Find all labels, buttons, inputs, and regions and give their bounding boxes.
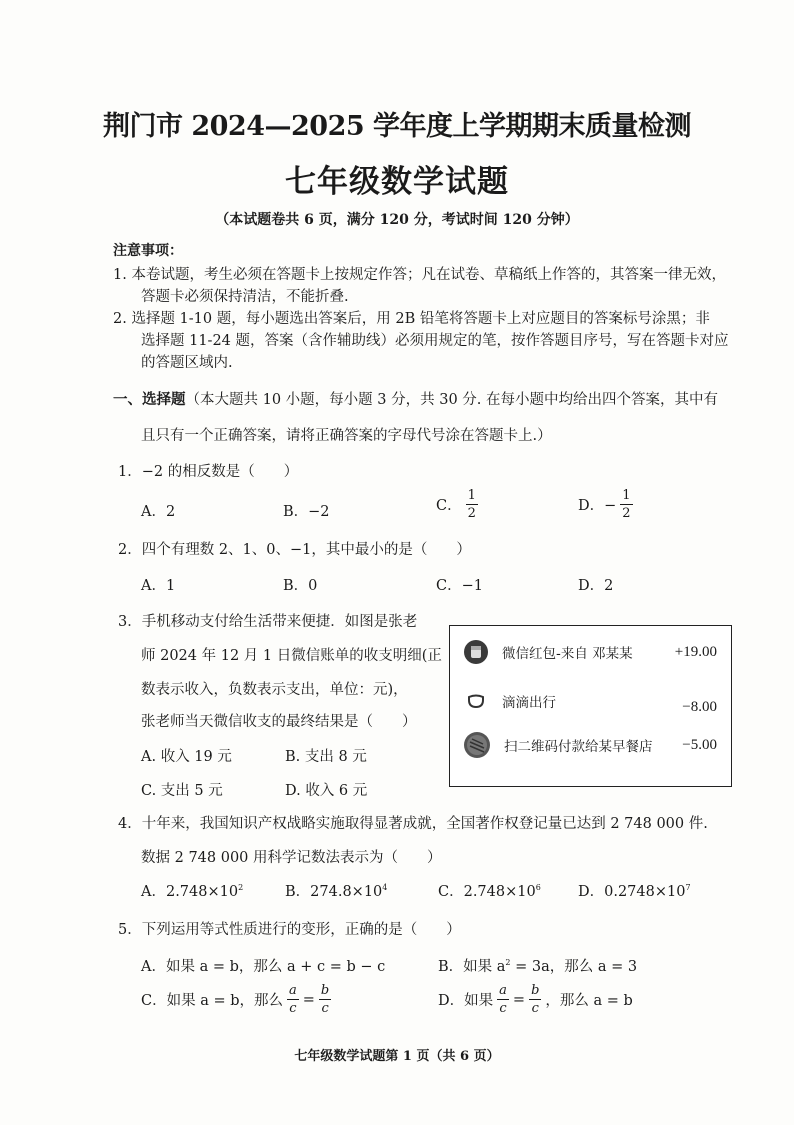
notes-heading: 注意事项： xyxy=(113,243,183,259)
q4-c-exponent: 6 xyxy=(535,883,541,893)
q3-stem-line-4: 张老师当天微信收支的最终结果是（ ） xyxy=(141,714,417,730)
q4-d-base: D．0.2748×10 xyxy=(578,884,686,900)
q4-b-exponent: 4 xyxy=(382,883,388,893)
q2-stem: 2．四个有理数 2、1、0、−1，其中最小的是（ ） xyxy=(118,542,471,558)
q5-b-suffix: = 3a，那么 a = 3 xyxy=(510,959,638,975)
bill-item-amount: +19.00 xyxy=(674,643,717,660)
q5-d-prefix: D．如果 xyxy=(438,993,494,1009)
q2-option-c: C．−1 xyxy=(436,578,483,594)
exam-subtitle: 七年级数学试题 xyxy=(285,164,509,200)
bill-item-label: 扫二维码付款给某早餐店 xyxy=(504,739,653,755)
bill-item-label: 滴滴出行 xyxy=(502,695,556,711)
q1-option-d-label: D．− xyxy=(578,498,617,514)
fraction-denominator: 2 xyxy=(467,506,476,521)
q4-option-c xyxy=(438,880,541,901)
q3-option-b: B. 支出 8 元 xyxy=(285,749,367,765)
q5-stem: 5．下列运用等式性质进行的变形，正确的是（ ） xyxy=(118,922,461,938)
equals-sign: = xyxy=(302,991,315,1008)
q4-option-b xyxy=(285,880,387,901)
q5-b-exponent: 2 xyxy=(505,958,511,968)
q5-option-b xyxy=(438,955,637,976)
bill-row xyxy=(464,732,723,758)
fraction-denominator: c xyxy=(289,1001,297,1016)
fraction-numerator: a xyxy=(289,983,297,998)
q3-option-a: A. 收入 19 元 xyxy=(141,749,232,765)
q1-option-b: B．−2 xyxy=(283,504,330,520)
section-1-desc: （本大题共 10 小题，每小题 3 分，共 30 分. 在每小题中均给出四个答案，其中有 xyxy=(185,392,718,408)
q4-a-exponent: 2 xyxy=(238,883,244,893)
note-1-line-2: 答题卡必须保持清洁，不能折叠. xyxy=(141,289,349,305)
bill-item-amount: −5.00 xyxy=(682,736,717,753)
section-1-intro xyxy=(113,388,718,409)
q4-stem-line-2: 数据 2 748 000 用科学记数法表示为（ ） xyxy=(141,850,442,866)
q1-option-a: A．2 xyxy=(141,504,176,520)
q4-option-d xyxy=(578,880,691,901)
q5-d-fraction-1 xyxy=(497,984,509,1015)
note-2-line-2: 选择题 11-24 题，答案（含作辅助线）必须用规定的笔，按作答题目序号，写在答题卡对应 xyxy=(141,333,729,349)
fraction-numerator: 1 xyxy=(622,488,631,503)
q5-d-fraction-2 xyxy=(529,984,541,1015)
bill-item-amount: −8.00 xyxy=(682,699,717,715)
note-2-line-3: 的答题区域内. xyxy=(141,355,233,371)
bill-item-label: 微信红包-来自 邓某某 xyxy=(502,646,633,662)
q5-c-prefix: C．如果 a = b，那么 xyxy=(141,993,283,1009)
q5-option-c xyxy=(141,984,331,1015)
q1-option-d-fraction xyxy=(620,489,632,520)
wechat-bill-figure xyxy=(449,625,732,787)
q2-option-d: D．2 xyxy=(578,578,614,594)
q3-stem-line-1: 3．手机移动支付给生活带来便捷．如图是张老 xyxy=(118,614,418,630)
didi-icon xyxy=(464,689,488,713)
bill-row xyxy=(464,640,723,664)
fraction-denominator: c xyxy=(531,1001,539,1016)
q1-option-c-label: C． xyxy=(436,498,462,514)
fraction-numerator: b xyxy=(320,983,330,998)
q5-option-a: A．如果 a = b，那么 a + c = b − c xyxy=(141,959,386,975)
fraction-numerator: 1 xyxy=(467,488,476,503)
q3-option-d: D. 收入 6 元 xyxy=(285,783,368,799)
fraction-denominator: 2 xyxy=(622,506,631,521)
exam-info: （本试题卷共 6 页，满分 120 分，考试时间 120 分钟） xyxy=(215,212,579,228)
note-1-line-1: 1. 本卷试题，考生必须在答题卡上按规定作答；凡在试卷、草稿纸上作答的，其答案一律无效， xyxy=(113,267,726,283)
q1-stem: 1．−2 的相反数是（ ） xyxy=(118,464,299,480)
q1-option-d xyxy=(578,489,633,520)
q5-b-prefix: B．如果 a xyxy=(438,959,506,975)
red-packet-icon xyxy=(464,640,488,664)
q5-d-suffix: ，那么 a = b xyxy=(545,993,633,1009)
section-1-title: 一、选择题 xyxy=(113,391,186,408)
section-1-desc-line-2: 且只有一个正确答案，请将正确答案的字母代号涂在答题卡上.） xyxy=(141,428,552,444)
q4-d-exponent: 7 xyxy=(685,883,691,893)
q4-option-a xyxy=(141,880,243,901)
q3-option-c: C. 支出 5 元 xyxy=(141,783,223,799)
fraction-denominator: c xyxy=(321,1001,329,1016)
q4-stem-line-1: 4．十年来，我国知识产权战略实施取得显著成就，全国著作权登记量已达到 2 748 000 件. xyxy=(118,816,708,832)
q1-option-c-fraction xyxy=(466,489,478,520)
q4-b-base: B．274.8×10 xyxy=(285,884,383,900)
exam-title: 荆门市 2024—2025 学年度上学期期末质量检测 xyxy=(102,111,692,142)
breakfast-icon xyxy=(464,732,490,758)
q4-a-base: A．2.748×10 xyxy=(141,884,239,900)
q5-c-fraction-1 xyxy=(287,984,299,1015)
fraction-numerator: a xyxy=(499,983,507,998)
note-2-line-1: 2. 选择题 1-10 题，每小题选出答案后，用 2B 铅笔将答题卡上对应题目的答案标号涂黑；非 xyxy=(113,311,710,327)
q3-stem-line-3: 数表示收入，负数表示支出，单位：元)， xyxy=(141,682,408,698)
q5-c-fraction-2 xyxy=(319,984,331,1015)
q5-option-d xyxy=(438,984,633,1015)
q4-c-base: C．2.748×10 xyxy=(438,884,536,900)
fraction-denominator: c xyxy=(499,1001,507,1016)
page-footer: 七年级数学试题第 1 页（共 6 页） xyxy=(294,1049,500,1064)
q1-option-c xyxy=(436,489,478,520)
q2-option-a: A．1 xyxy=(141,578,176,594)
q2-option-b: B．0 xyxy=(283,578,318,594)
fraction-numerator: b xyxy=(531,983,540,998)
equals-sign: = xyxy=(512,991,526,1008)
q3-stem-line-2: 师 2024 年 12 月 1 日微信账单的收支明细(正 xyxy=(141,648,442,664)
bill-row xyxy=(464,689,723,713)
